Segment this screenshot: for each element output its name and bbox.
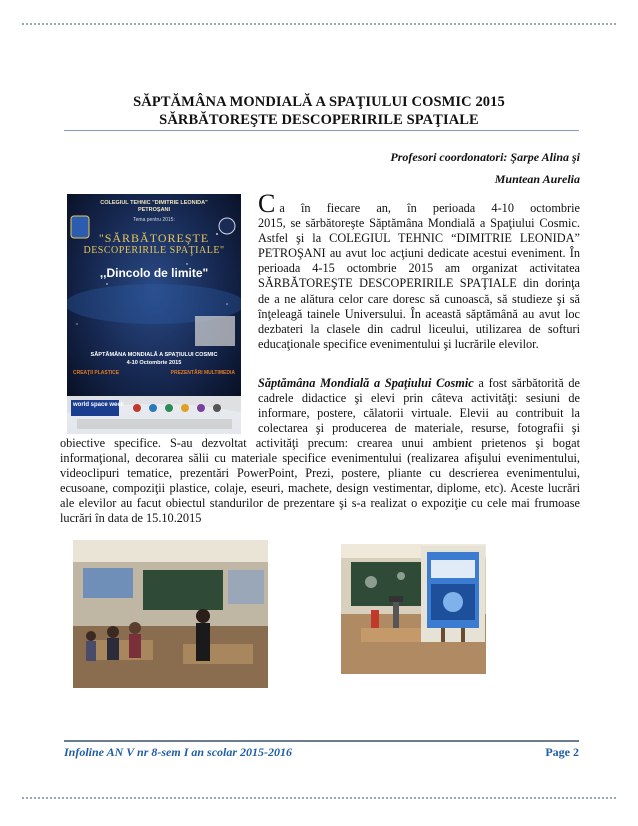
article-title-line2: SĂRBĂTOREŞTE DESCOPERIRILE SPAŢIALE: [159, 112, 479, 128]
paragraph-1: [258, 189, 580, 352]
title-divider: [64, 130, 579, 131]
paragraph-2-lead: Săptămâna Mondială a Spaţiului Cosmic: [258, 376, 474, 390]
paragraph-2-line: informaţional, decorarea sălii cu materiale specifice evenimentului (realizarea afişului evenimentului,: [60, 451, 580, 466]
article-title-line1: SĂPTĂMÂNA MONDIALĂ A SPAŢIULUI COSMIC 2015: [133, 94, 505, 110]
paragraph-2-last-line: lucrări în data de 15.10.2015: [60, 511, 202, 526]
coordinators-line2: Muntean Aurelia: [494, 172, 580, 186]
classroom-photo-3: [421, 546, 485, 642]
poster-tag1: CREAŢII PLASTICE: [73, 370, 120, 376]
paragraph-2-line: ale elevilor au facut obiectul standurilor de prezentare şi s-a realizat o expoziţie cu cele mai frumoase: [60, 496, 580, 511]
poster-theme: Tema pentru 2015:: [133, 217, 175, 223]
poster-slogan: ,,Dincolo de limite": [99, 266, 209, 280]
classroom-photo-1: [73, 540, 268, 688]
bottom-dotted-border: [22, 797, 616, 799]
poster-title2: DESCOPERIRILE SPAŢIALE": [83, 245, 225, 256]
paragraph-2-line: [258, 376, 580, 391]
poster-event1: SĂPTĂMÂNA MONDIALĂ A SPAŢIULUI COSMIC: [90, 352, 218, 358]
poster-graphic: [67, 194, 241, 434]
classroom-photo-1-graphic: [73, 540, 268, 688]
coordinators-line1: Profesori coordonatori: Şarpe Alina şi: [390, 150, 580, 164]
poster-tag2: PREZENTĂRI MULTIMEDIA: [170, 370, 235, 376]
poster-brand: world space week: [73, 402, 125, 408]
paragraph-1-line: înţeleagă tainele Universului. În această săptămână au avut loc: [258, 306, 580, 321]
paragraph-1-line: a în fiecare an, în perioada 4-10 octombrie: [279, 201, 580, 215]
paragraph-2-line: videoclipuri tematice, prezentări PowerPoint, Prezi, postere, pliante cu descrierea evenimentului,: [60, 466, 580, 481]
paragraph-1-line: Astfel şi la COLEGIUL TEHNIC “DIMITRIE LEONIDA”: [258, 231, 580, 246]
poster-school: COLEGIUL TEHNIC "DIMITRIE LEONIDA": [100, 200, 208, 206]
paragraph-2-line: cadrele didactice şi elevi prin câteva activităţi: sesiuni de: [258, 391, 580, 406]
footer-divider: [64, 740, 579, 742]
footer-page-number: Page 2: [545, 745, 579, 759]
paragraph-1-line: 2015, se sărbătoreşte Săptămâna Mondială a Spaţiului Cosmic.: [258, 216, 580, 231]
top-dotted-border: [22, 23, 616, 25]
paragraph-2-line: obiective specifice. S-au dezvoltat activităţi precum: crearea unui ambient prietenos şi bogat: [60, 436, 580, 450]
paragraph-1-line: SĂRBĂTOREŞTE DESCOPERIRILE SPAŢIALE din dorinţa: [258, 276, 580, 291]
paragraph-2-line: ecusoane, compoziţii plastice, colaje, eseuri, machete, design vestimentar, diplome, etc). Aceste lucrări: [60, 481, 580, 496]
paragraph-2-line: colectarea şi producerea de materiale, resurse, fotografii şi: [258, 421, 580, 436]
paragraph-1-line: de a ne alătura celor care doresc să cunoască, să studieze şi să: [258, 291, 580, 306]
dropcap: C: [258, 189, 276, 218]
poster-title1: "SĂRBĂTOREŞTE: [98, 231, 210, 245]
event-poster-image: [67, 194, 241, 434]
paragraph-2-first-rest: a fost sărbătorită de: [473, 376, 580, 390]
paragraph-1-line: dezbateri la clasele din cadrul liceului, utilizarea de softuri: [258, 321, 580, 336]
paragraph-1-line: perioada 4-15 octombrie 2015 am organizat activitatea: [258, 261, 580, 276]
poster-city: PETROŞANI: [137, 207, 171, 213]
paragraph-2-bottom: [60, 436, 580, 527]
paragraph-1-line: PETROŞANI au avut loc acţiuni dedicate acestui eveniment. În: [258, 246, 580, 261]
classroom-photo-3-graphic: [421, 546, 485, 642]
poster-event2: 4-10 Octombrie 2015: [126, 360, 182, 366]
footer-publication: Infoline AN V nr 8-sem I an scolar 2015-2016: [64, 745, 293, 759]
paragraph-2-line: informare, postere, călatorii virtuale. Elevii au contribuit la: [258, 406, 580, 421]
paragraph-2-top: [258, 376, 580, 436]
paragraph-1-last-line: educaţionale specifice evenimentului şi lucrările elevilor.: [258, 336, 539, 351]
